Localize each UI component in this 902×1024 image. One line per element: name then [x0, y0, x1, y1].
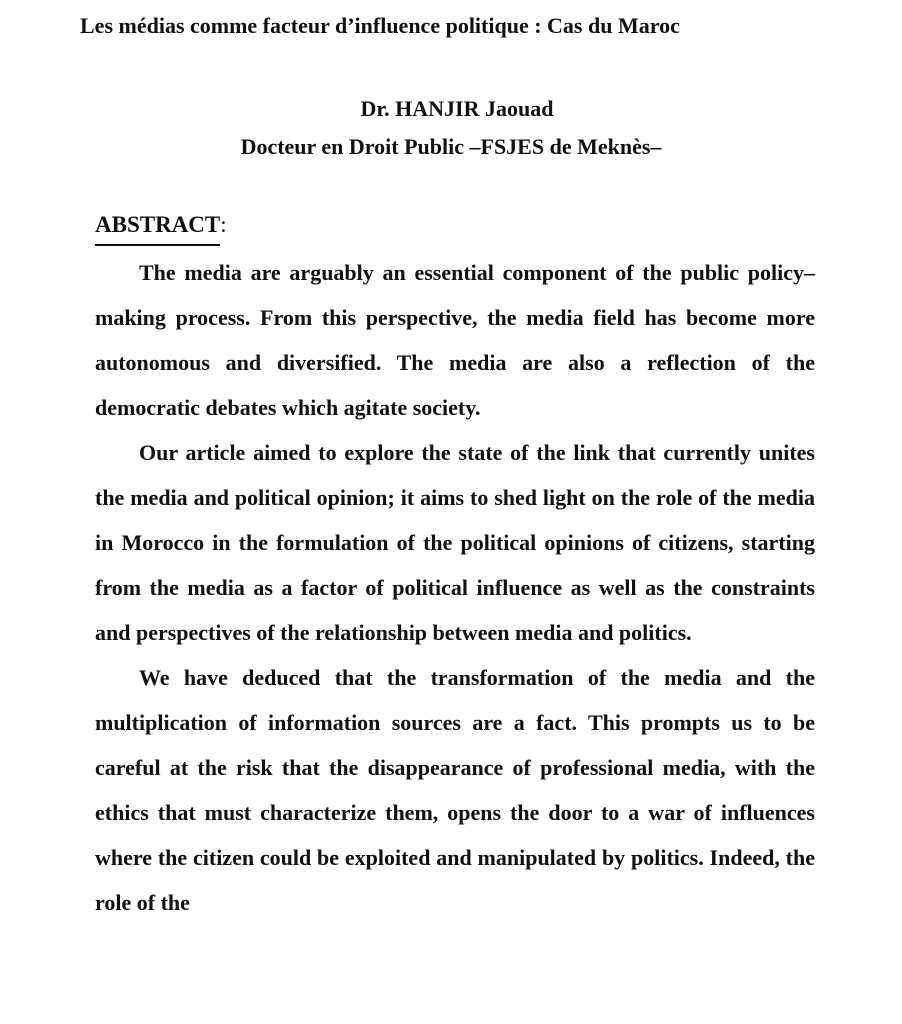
author-block [0, 90, 902, 166]
document-title: Les médias comme facteur d’influence politique : Cas du Maroc [80, 13, 680, 38]
abstract-heading [95, 210, 227, 246]
author-name: Dr. HANJIR Jaouad [360, 96, 554, 121]
abstract-paragraph: Our article aimed to explore the state of the link that currently unites the media and political opinion; it aims to shed light on the role of the media in Morocco in the formulation of the political opinions of citizens, starting from the media as a factor of political influence as well as the constraints and perspectives of the relationship between media and politics. [95, 440, 815, 645]
author-affiliation: Docteur en Droit Public –FSJES de Meknès– [240, 134, 662, 159]
abstract-heading-colon: : [220, 212, 227, 237]
abstract-heading-label: ABSTRACT [95, 210, 220, 246]
abstract-paragraph: We have deduced that the transformation of the media and the multiplication of information sources are a fact. This prompts us to be careful at the risk that the disappearance of professional media, with the ethics that must characterize them, opens the door to a war of influences where the citizen could be exploited and manipulated by politics. Indeed, the role of the [95, 665, 815, 915]
abstract-paragraph: The media are arguably an essential component of the public policy–making process. From this perspective, the media field has become more autonomous and diversified. The media are also a reflection of the democratic debates which agitate society. [95, 260, 815, 420]
abstract-body [95, 250, 815, 925]
